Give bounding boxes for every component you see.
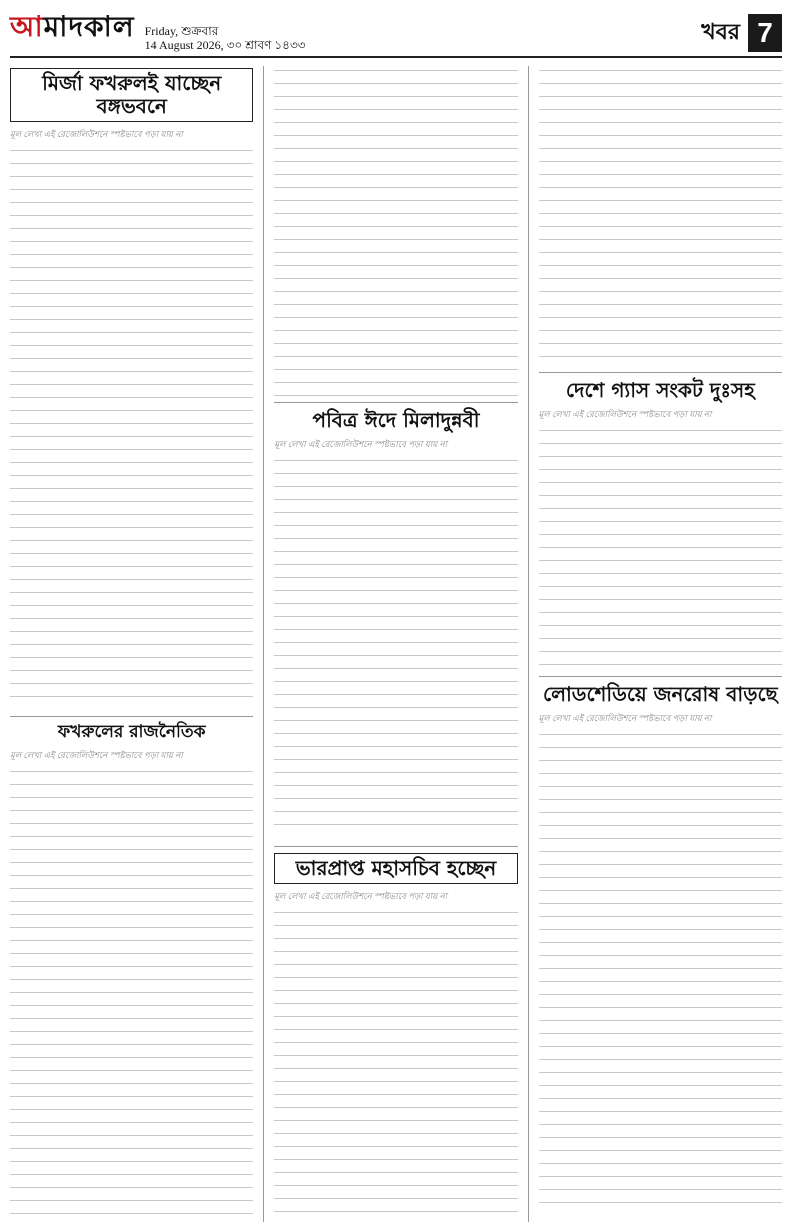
divider bbox=[274, 402, 517, 403]
illegible-note: মূল লেখা এই রেজোলিউশনে স্পষ্টভাবে পড়া যায় না bbox=[274, 891, 448, 901]
column-middle bbox=[263, 66, 517, 1222]
section-name: খবর bbox=[701, 19, 740, 45]
page-number: 7 bbox=[748, 14, 782, 52]
story-body-placeholder bbox=[274, 908, 517, 1218]
date-en: 14 August 2026, bbox=[144, 38, 224, 52]
column-left bbox=[10, 66, 253, 1222]
story-body-placeholder bbox=[539, 426, 782, 666]
day-en: Friday, bbox=[144, 24, 179, 38]
date-bn: ৩০ শ্রাবণ ১৪৩৩ bbox=[226, 38, 306, 52]
divider bbox=[539, 676, 782, 677]
story-gas-crisis bbox=[539, 379, 782, 666]
story-continuation-placeholder bbox=[274, 66, 517, 396]
masthead bbox=[10, 8, 782, 58]
story-body-placeholder bbox=[10, 146, 253, 706]
illegible-note: মূল লেখা এই রেজোলিউশনে স্পষ্টভাবে পড়া যায় না bbox=[10, 129, 183, 139]
column-right bbox=[528, 66, 782, 1222]
story-headline: লোডশেডিয়ে জনরোষ বাড়ছে bbox=[542, 682, 778, 706]
story-headline: মির্জা ফখরুলই যাচ্ছেন বঙ্গভবনে bbox=[10, 68, 253, 122]
columns bbox=[10, 66, 782, 1222]
story-acting-secretary bbox=[274, 853, 517, 1218]
story-headline: দেশে গ্যাস সংকট দুঃসহ bbox=[565, 378, 755, 402]
story-loadshedding bbox=[539, 683, 782, 1210]
story-eid-milad bbox=[274, 409, 517, 836]
illegible-note: মূল লেখা এই রেজোলিউশনে স্পষ্টভাবে পড়া যায় না bbox=[274, 439, 448, 449]
logo-text: মাদকাল bbox=[43, 10, 135, 43]
story-headline: ভারপ্রাপ্ত মহাসচিব হচ্ছেন bbox=[274, 853, 517, 884]
illegible-note: মূল লেখা এই রেজোলিউশনে স্পষ্টভাবে পড়া যায় না bbox=[538, 713, 712, 723]
divider bbox=[539, 372, 782, 373]
story-fakhrul-bangabhaban bbox=[10, 68, 253, 706]
illegible-note: মূল লেখা এই রেজোলিউশনে স্পষ্টভাবে পড়া যায় না bbox=[538, 409, 712, 419]
story-body-placeholder bbox=[274, 456, 517, 836]
illegible-note: মূল লেখা এই রেজোলিউশনে স্পষ্টভাবে পড়া যায় না bbox=[10, 749, 183, 760]
divider bbox=[274, 846, 517, 847]
story-fakhrul-politics bbox=[10, 723, 253, 1222]
newspaper-logo bbox=[10, 5, 135, 52]
divider bbox=[10, 716, 253, 717]
day-bn: শুক্রবার bbox=[181, 24, 219, 38]
story-body-placeholder bbox=[10, 767, 253, 1222]
logo-accent: আ bbox=[10, 10, 44, 43]
section-label-block bbox=[701, 14, 782, 52]
story-continuation-placeholder bbox=[539, 66, 782, 366]
dateline bbox=[145, 24, 306, 52]
brand-block bbox=[10, 5, 306, 52]
story-body-placeholder bbox=[539, 730, 782, 1210]
story-headline: পবিত্র ঈদে মিলাদুন্নবী bbox=[312, 408, 480, 432]
story-headline: ফখরুলের রাজনৈতিক bbox=[57, 722, 206, 742]
